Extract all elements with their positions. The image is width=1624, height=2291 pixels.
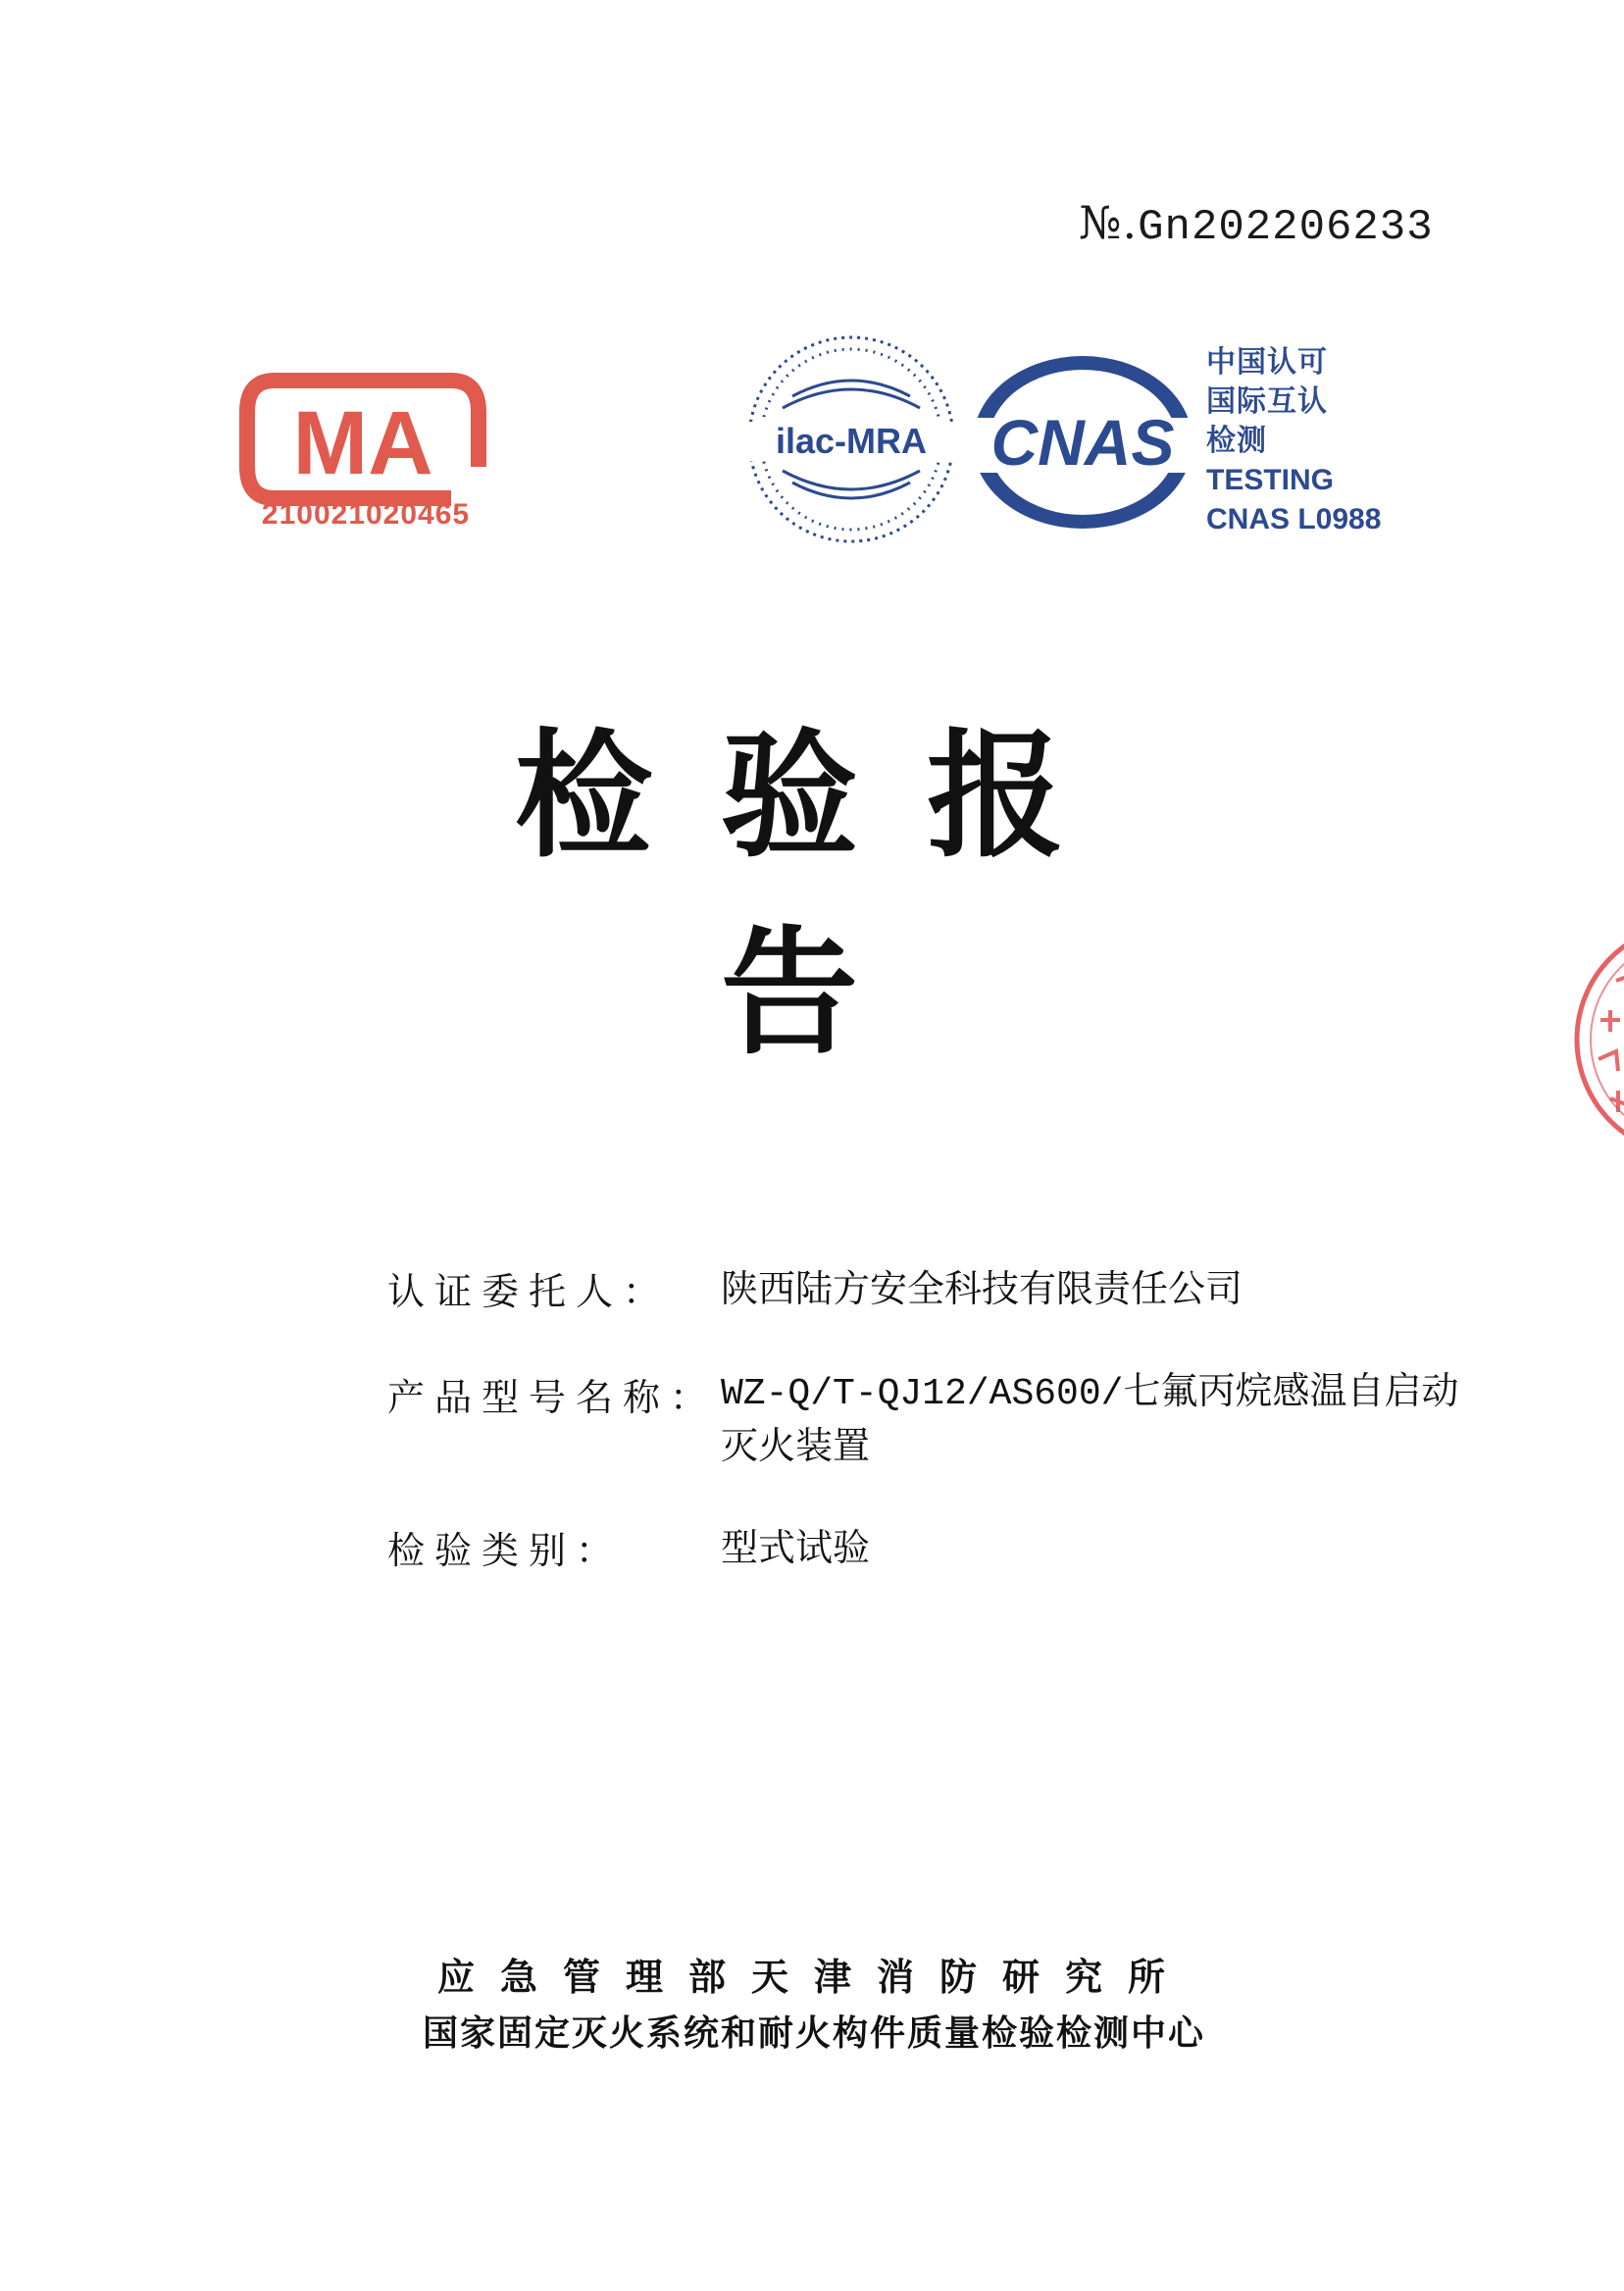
inspection-type-value: 型式试验	[721, 1526, 871, 1569]
ilac-mra-logo	[743, 331, 959, 547]
report-number-value: Gn202206233	[1138, 203, 1434, 252]
inspection-type-row	[387, 1520, 1476, 1575]
official-seal	[1565, 912, 1624, 1167]
cnas-line-4: TESTING	[1206, 464, 1335, 496]
cma-number: 210021020465	[261, 498, 471, 531]
cnas-text: CNAS	[990, 406, 1175, 479]
report-title: 检验报告	[514, 717, 1133, 1074]
report-number	[1079, 196, 1434, 252]
cnas-line-2: 国际互认	[1206, 384, 1328, 419]
product-value: WZ-Q/T-QJ12/AS600/七氟丙烷感温自启动灭火装置	[721, 1373, 1459, 1470]
cnas-line-1: 中国认可	[1206, 345, 1328, 380]
report-number-symbol: №.	[1079, 196, 1139, 249]
issuer-center: 国家固定灭火系统和耐火构件质量检验检测中心	[422, 2013, 1205, 2054]
product-label: 产品型号名称：	[387, 1376, 718, 1419]
client-row	[387, 1261, 1476, 1316]
client-value: 陕西陆方安全科技有限责任公司	[721, 1267, 1243, 1310]
cma-mark-text: MA	[292, 393, 433, 493]
cnas-logo	[965, 349, 1200, 535]
inspection-type-label: 检验类别：	[387, 1529, 624, 1572]
issuer-name: 应急管理部天津消防研究所	[436, 1956, 1191, 1999]
product-row	[387, 1367, 1476, 1477]
cnas-line-5: CNAS L0988	[1206, 503, 1382, 535]
ilac-mra-text: ilac-MRA	[775, 421, 928, 461]
cnas-accreditation-text	[1206, 343, 1381, 539]
cnas-line-3: 检测	[1206, 424, 1267, 458]
client-label: 认证委托人：	[387, 1270, 671, 1313]
